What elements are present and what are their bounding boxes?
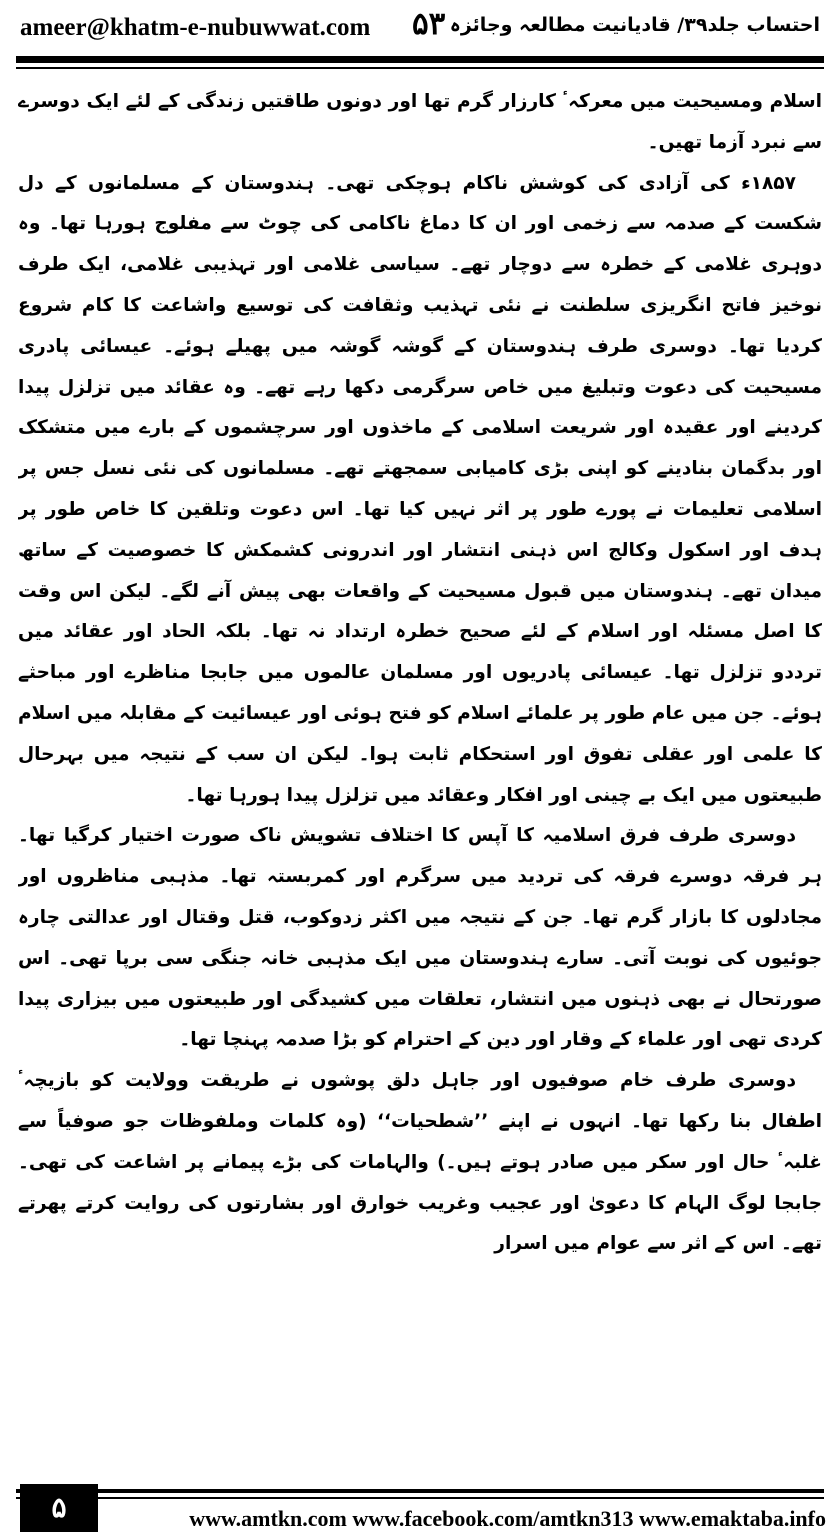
paragraph: ۱۸۵۷ء کی آزادی کی کوشش ناکام ہوچکی تھی۔ ہندوستان کے مسلمانوں کے دل شکست کے صدمہ سے زخمی اور ان کا دماغ ناکامی کی چوٹ سے مفلوج ہورہا تھا۔ وہ دوہری غلامی کے خطرہ سے دوچار تھے۔ سیاسی غلامی اور تہذیبی غلامی، ایک طرف نوخیز فاتح انگریزی سلطنت نے نئی تہذیب وثقافت کی توسیع واشاعت کا کام شروع کردیا تھا۔ دوسری طرف ہندوستان کے گوشہ گوشہ میں پھیلے ہوئے۔ عیسائی پادری مسیحیت کی دعوت وتبلیغ میں خاص سرگرمی دکھا رہے تھے۔ وہ عقائد میں تزلزل پیدا کردینے اور عقیدہ اور شریعت اسلامی کے ماخذوں اور سرچشموں کے بارے میں متشکک اور بدگمان بنادینے کو اپنی بڑی کامیابی سمجھتے تھے۔ مسلمانوں کی نئی نسل جس پر اسلامی تعلیمات نے پورے طور پر اثر نہیں کیا تھا۔ اس دعوت وتلقین کا خاص طور پر ہدف اور اسکول وکالج اس ذہنی انتشار اور اندرونی کشمکش کا خصوصیت کے ساتھ میدان تھے۔ ہندوستان میں قبول مسیحیت کے واقعات بھی پیش آنے لگے۔ لیکن اس وقت کا اصل مسئلہ اور اسلام کے لئے صحیح خطرہ ارتداد نہ تھا۔ بلکہ الحاد اور عقائد میں ترددو تزلزل تھا۔ عیسائی پادریوں اور مسلمان عالموں میں جابجا مناظرے اور مباحثے ہوئے۔ جن میں عام طور پر علمائے اسلام کو فتح ہوئی اور عیسائیت کے مقابلہ میں اسلام کا علمی اور عقلی تفوق اور استحکام ثابت ہوا۔ لیکن ان سب کے نتیجہ میں بہرحال طبیعتوں میں ایک بے چینی اور افکار وعقائد میں تزلزل پیدا ہورہا تھا۔ [18, 172, 822, 806]
running-title: احتساب جلد۳۹/ قادیانیت مطالعہ وجائزہ [449, 14, 820, 36]
header-rule-thin [16, 67, 824, 69]
volume-number-badge: ۵ [20, 1484, 98, 1532]
paragraph: دوسری طرف فرق اسلامیہ کا آپس کا اختلاف تشویش ناک صورت اختیار کرگیا تھا۔ ہر فرقہ دوسرے فرقہ کی تردید میں سرگرم اور کمربستہ تھا۔ مذہبی مناظروں اور مجادلوں کا بازار گرم تھا۔ جن کے نتیجہ میں اکثر زدوکوب، قتل وقتال اور عدالتی چارہ جوئیوں کی نوبت آتی۔ سارے ہندوستان میں ایک مذہبی خانہ جنگی سی برپا تھی۔ اس صورتحال نے بھی ذہنوں میں انتشار، تعلقات میں کشیدگی اور طبیعتوں میں بیزاری پیدا کردی تھی اور علماء کے وقار اور دین کے احترام کو بڑا صدمہ پہنچا تھا۔ [18, 825, 822, 1051]
footer-rule-thin [16, 1497, 824, 1499]
header-rule-thick [16, 56, 824, 63]
page-number: ۵۳ [412, 6, 446, 42]
footer-links: www.amtkn.com www.facebook.com/amtkn313 www.emaktaba.info [189, 1506, 826, 1531]
footer-rule-thick [16, 1489, 824, 1493]
paragraph: دوسری طرف خام صوفیوں اور جاہل دلق پوشوں نے طریقت وولایت کو بازیچہٴ اطفال بنا رکھا تھا۔ انہوں نے اپنے ’’شطحیات‘‘ (وہ کلمات وملفوظات جو صوفیاً سے غلبہٴ حال اور سکر میں صادر ہوتے ہیں۔) والہامات کی بڑے پیمانے پر اشاعت کی تھی۔ جابجا لوگ الہام کا دعویٰ اور عجیب وغریب خوارق اور بشارتوں کی روایت کرتے پھرتے تھے۔ اس کے اثر سے عوام میں اسرار [18, 1070, 822, 1255]
header-email: ameer@khatm-e-nubuwwat.com [20, 14, 371, 41]
paragraph: اسلام ومسیحیت میں معرکہٴ کارزار گرم تھا اور دونوں طاقتیں زندگی کے لئے ایک دوسرے سے نبرد آزما تھیں۔ [18, 91, 822, 153]
body-text [18, 82, 822, 1462]
